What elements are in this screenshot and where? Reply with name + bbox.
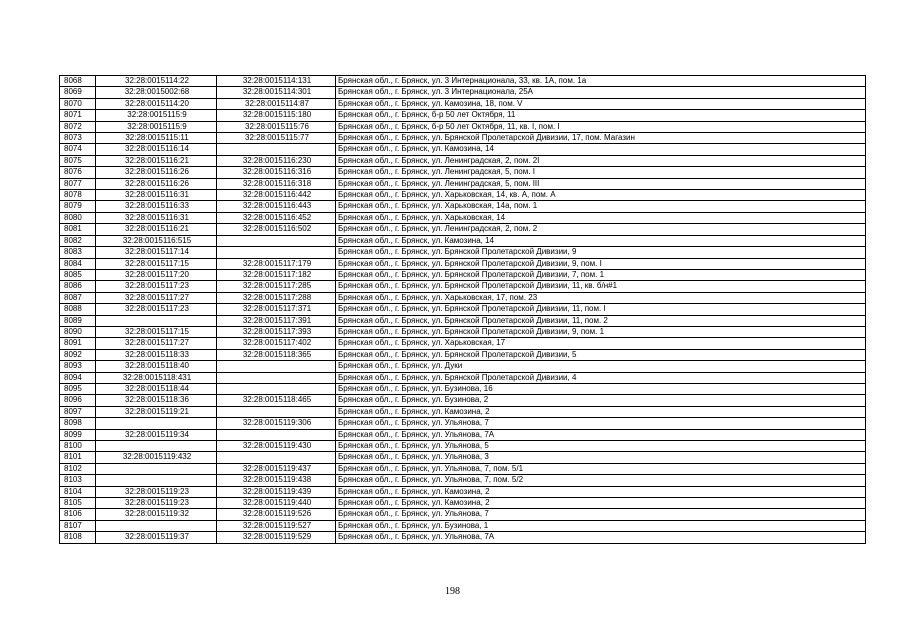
row-number-cell: 8084 [60,258,96,269]
address-cell: Брянская обл., г. Брянск, ул. Ленинградская, 5, пом. I [336,167,866,178]
row-number-cell: 8089 [60,315,96,326]
parcel-number-cell: 32:28:0015117:15 [96,258,217,269]
address-cell: Брянская обл., г. Брянск, ул. Ульянова, 7 [336,509,866,520]
parcel-number-cell [96,418,217,429]
address-cell: Брянская обл., г. Брянск, ул. Камозина, 2 [336,498,866,509]
table-row [60,338,866,349]
table-row [60,520,866,531]
parcel-number-cell: 32:28:0015119:23 [96,486,217,497]
parcel-number-cell: 32:28:0015116:31 [96,190,217,201]
parcel-number-cell: 32:28:0015116:21 [96,224,217,235]
row-number-cell: 8075 [60,155,96,166]
row-number-cell: 8082 [60,235,96,246]
row-number-cell: 8104 [60,486,96,497]
object-number-cell: 32:28:0015119:437 [217,463,336,474]
table-row [60,212,866,223]
object-number-cell [217,361,336,372]
address-cell: Брянская обл., г. Брянск, ул. Камозина, 2 [336,406,866,417]
address-cell: Брянская обл., г. Брянск, ул. Брянской Пролетарской Дивизии, 4 [336,372,866,383]
table-row [60,155,866,166]
table-row [60,372,866,383]
parcel-number-cell: 32:28:0015116:26 [96,178,217,189]
table-row [60,110,866,121]
table-row [60,247,866,258]
parcel-number-cell: 32:28:0015116:515 [96,235,217,246]
object-number-cell: 32:28:0015117:402 [217,338,336,349]
row-number-cell: 8088 [60,304,96,315]
object-number-cell: 32:28:0015114:301 [217,87,336,98]
table-row [60,87,866,98]
row-number-cell: 8069 [60,87,96,98]
table-row [60,383,866,394]
table-row [60,361,866,372]
object-number-cell: 32:28:0015117:182 [217,269,336,280]
address-cell: Брянская обл., г. Брянск, ул. 3 Интернационала, 33, кв. 1А, пом. 1а [336,76,866,87]
object-number-cell: 32:28:0015118:365 [217,349,336,360]
address-table [59,75,866,544]
address-cell: Брянская обл., г. Брянск, ул. Брянской Пролетарской Дивизии, 11, пом. 2 [336,315,866,326]
parcel-number-cell: 32:28:0015116:31 [96,212,217,223]
object-number-cell: 32:28:0015117:371 [217,304,336,315]
row-number-cell: 8068 [60,76,96,87]
table-row [60,144,866,155]
address-cell: Брянская обл., г. Брянск, ул. Брянской Пролетарской Дивизии, 11, пом. I [336,304,866,315]
parcel-number-cell: 32:28:0015117:27 [96,338,217,349]
address-cell: Брянская обл., г. Брянск, ул. Брянской Пролетарской Дивизии, 7, пом. 1 [336,269,866,280]
address-cell: Брянская обл., г. Брянск, ул. Камозина, 18, пом. V [336,98,866,109]
row-number-cell: 8087 [60,292,96,303]
table-row [60,121,866,132]
table-row [60,532,866,543]
address-cell: Брянская обл., г. Брянск, ул. 3 Интернационала, 25А [336,87,866,98]
address-cell: Брянская обл., г. Брянск, ул. Ульянова, 7А [336,532,866,543]
object-number-cell: 32:28:0015117:285 [217,281,336,292]
parcel-number-cell: 32:28:0015117:15 [96,326,217,337]
address-cell: Брянская обл., г. Брянск, ул. Харьковская, 14 [336,212,866,223]
address-cell: Брянская обл., г. Брянск, ул. Ульянова, 7 [336,418,866,429]
address-cell: Брянская обл., г. Брянск, б-р 50 лет Октября, 11, кв. I, пом. I [336,121,866,132]
row-number-cell: 8085 [60,269,96,280]
table-row [60,452,866,463]
row-number-cell: 8103 [60,475,96,486]
row-number-cell: 8099 [60,429,96,440]
parcel-number-cell [96,315,217,326]
parcel-number-cell: 32:28:0015118:36 [96,395,217,406]
parcel-number-cell: 32:28:0015118:33 [96,349,217,360]
table-row [60,463,866,474]
table-row [60,498,866,509]
parcel-number-cell [96,441,217,452]
object-number-cell: 32:28:0015114:131 [217,76,336,87]
row-number-cell: 8105 [60,498,96,509]
address-cell: Брянская обл., г. Брянск, ул. Брянской Пролетарской Дивизии, 9 [336,247,866,258]
row-number-cell: 8102 [60,463,96,474]
table-row [60,304,866,315]
address-cell: Брянская обл., г. Брянск, ул. Бузинова, 16 [336,383,866,394]
parcel-number-cell: 32:28:0015117:23 [96,281,217,292]
object-number-cell [217,372,336,383]
parcel-number-cell: 32:28:0015115:9 [96,110,217,121]
object-number-cell: 32:28:0015117:288 [217,292,336,303]
parcel-number-cell: 32:28:0015118:44 [96,383,217,394]
object-number-cell: 32:28:0015117:393 [217,326,336,337]
address-cell: Брянская обл., г. Брянск, ул. Ульянова, 7, пом. 5/1 [336,463,866,474]
row-number-cell: 8070 [60,98,96,109]
parcel-number-cell: 32:28:0015114:20 [96,98,217,109]
address-cell: Брянская обл., г. Брянск, ул. Ульянова, 5 [336,441,866,452]
address-cell: Брянская обл., г. Брянск, ул. Брянской Пролетарской Дивизии, 9, пом. 1 [336,326,866,337]
object-number-cell: 32:28:0015119:526 [217,509,336,520]
parcel-number-cell: 32:28:0015002:68 [96,87,217,98]
table-row [60,326,866,337]
object-number-cell: 32:28:0015119:440 [217,498,336,509]
object-number-cell [217,235,336,246]
object-number-cell [217,247,336,258]
object-number-cell: 32:28:0015116:442 [217,190,336,201]
row-number-cell: 8091 [60,338,96,349]
object-number-cell: 32:28:0015117:391 [217,315,336,326]
table-row [60,98,866,109]
object-number-cell: 32:28:0015116:443 [217,201,336,212]
row-number-cell: 8073 [60,133,96,144]
address-cell: Брянская обл., г. Брянск, ул. Харьковская, 14а, пом. 1 [336,201,866,212]
address-cell: Брянская обл., г. Брянск, ул. Ульянова, 7, пом. 5/2 [336,475,866,486]
row-number-cell: 8095 [60,383,96,394]
object-number-cell: 32:28:0015115:180 [217,110,336,121]
parcel-number-cell: 32:28:0015116:14 [96,144,217,155]
table-row [60,201,866,212]
object-number-cell: 32:28:0015115:77 [217,133,336,144]
address-cell: Брянская обл., г. Брянск, ул. Харьковская, 17 [336,338,866,349]
parcel-number-cell: 32:28:0015119:34 [96,429,217,440]
address-cell: Брянская обл., г. Брянск, ул. Харьковская, 17, пом. 23 [336,292,866,303]
parcel-number-cell: 32:28:0015116:21 [96,155,217,166]
table-row [60,441,866,452]
object-number-cell: 32:28:0015117:179 [217,258,336,269]
parcel-number-cell [96,475,217,486]
address-cell: Брянская обл., г. Брянск, ул. Брянской Пролетарской Дивизии, 5 [336,349,866,360]
table-row [60,315,866,326]
table-row [60,269,866,280]
row-number-cell: 8083 [60,247,96,258]
address-cell: Брянская обл., г. Брянск, ул. Камозина, 14 [336,144,866,155]
parcel-number-cell [96,520,217,531]
object-number-cell: 32:28:0015116:230 [217,155,336,166]
object-number-cell: 32:28:0015119:430 [217,441,336,452]
table-row [60,509,866,520]
row-number-cell: 8071 [60,110,96,121]
parcel-number-cell: 32:28:0015118:40 [96,361,217,372]
parcel-number-cell: 32:28:0015119:32 [96,509,217,520]
parcel-number-cell: 32:28:0015116:33 [96,201,217,212]
parcel-number-cell: 32:28:0015119:21 [96,406,217,417]
address-table-body [60,76,866,544]
parcel-number-cell [96,463,217,474]
parcel-number-cell: 32:28:0015119:23 [96,498,217,509]
object-number-cell [217,406,336,417]
address-cell: Брянская обл., г. Брянск, ул. Бузинова, 2 [336,395,866,406]
table-row [60,235,866,246]
object-number-cell: 32:28:0015118:465 [217,395,336,406]
row-number-cell: 8090 [60,326,96,337]
parcel-number-cell: 32:28:0015117:14 [96,247,217,258]
table-row [60,224,866,235]
row-number-cell: 8094 [60,372,96,383]
table-row [60,258,866,269]
row-number-cell: 8106 [60,509,96,520]
row-number-cell: 8093 [60,361,96,372]
table-row [60,292,866,303]
address-cell: Брянская обл., г. Брянск, ул. Ленинградская, 5, пом. III [336,178,866,189]
object-number-cell [217,429,336,440]
parcel-number-cell: 32:28:0015117:23 [96,304,217,315]
object-number-cell: 32:28:0015119:439 [217,486,336,497]
table-row [60,190,866,201]
address-cell: Брянская обл., г. Брянск, ул. Дуки [336,361,866,372]
row-number-cell: 8096 [60,395,96,406]
table-row [60,406,866,417]
table-row [60,349,866,360]
object-number-cell: 32:28:0015116:318 [217,178,336,189]
object-number-cell: 32:28:0015116:316 [217,167,336,178]
address-cell: Брянская обл., г. Брянск, ул. Бузинова, 1 [336,520,866,531]
row-number-cell: 8079 [60,201,96,212]
parcel-number-cell: 32:28:0015115:11 [96,133,217,144]
row-number-cell: 8077 [60,178,96,189]
table-row [60,486,866,497]
object-number-cell: 32:28:0015114:87 [217,98,336,109]
object-number-cell [217,452,336,463]
table-row [60,429,866,440]
object-number-cell [217,383,336,394]
row-number-cell: 8098 [60,418,96,429]
object-number-cell: 32:28:0015116:452 [217,212,336,223]
page-number: 198 [445,586,460,597]
row-number-cell: 8081 [60,224,96,235]
address-cell: Брянская обл., г. Брянск, ул. Брянской Пролетарской Дивизии, 17, пом. Магазин [336,133,866,144]
parcel-number-cell: 32:28:0015117:27 [96,292,217,303]
address-cell: Брянская обл., г. Брянск, ул. Харьковская, 14, кв. А, пом. А [336,190,866,201]
address-cell: Брянская обл., г. Брянск, ул. Камозина, 2 [336,486,866,497]
table-row [60,167,866,178]
address-cell: Брянская обл., г. Брянск, ул. Ульянова, 3 [336,452,866,463]
address-cell: Брянская обл., г. Брянск, б-р 50 лет Октября, 11 [336,110,866,121]
row-number-cell: 8074 [60,144,96,155]
row-number-cell: 8092 [60,349,96,360]
table-row [60,133,866,144]
row-number-cell: 8078 [60,190,96,201]
row-number-cell: 8107 [60,520,96,531]
table-row [60,281,866,292]
parcel-number-cell: 32:28:0015116:26 [96,167,217,178]
table-row [60,395,866,406]
row-number-cell: 8097 [60,406,96,417]
address-cell: Брянская обл., г. Брянск, ул. Ленинградская, 2, пом. 2 [336,224,866,235]
row-number-cell: 8101 [60,452,96,463]
address-cell: Брянская обл., г. Брянск, ул. Брянской Пролетарской Дивизии, 9, пом. I [336,258,866,269]
table-row [60,418,866,429]
row-number-cell: 8100 [60,441,96,452]
row-number-cell: 8108 [60,532,96,543]
parcel-number-cell: 32:28:0015115:9 [96,121,217,132]
object-number-cell: 32:28:0015119:529 [217,532,336,543]
object-number-cell: 32:28:0015115:76 [217,121,336,132]
table-row [60,76,866,87]
parcel-number-cell: 32:28:0015114:22 [96,76,217,87]
parcel-number-cell: 32:28:0015119:37 [96,532,217,543]
table-row [60,475,866,486]
object-number-cell: 32:28:0015119:306 [217,418,336,429]
parcel-number-cell: 32:28:0015118:431 [96,372,217,383]
address-cell: Брянская обл., г. Брянск, ул. Брянской Пролетарской Дивизии, 11, кв. б/н#1 [336,281,866,292]
row-number-cell: 8080 [60,212,96,223]
object-number-cell: 32:28:0015119:438 [217,475,336,486]
address-cell: Брянская обл., г. Брянск, ул. Камозина, 14 [336,235,866,246]
parcel-number-cell: 32:28:0015117:20 [96,269,217,280]
parcel-number-cell: 32:28:0015119:432 [96,452,217,463]
object-number-cell: 32:28:0015116:502 [217,224,336,235]
row-number-cell: 8076 [60,167,96,178]
row-number-cell: 8072 [60,121,96,132]
object-number-cell [217,144,336,155]
address-cell: Брянская обл., г. Брянск, ул. Ульянова, 7А [336,429,866,440]
table-row [60,178,866,189]
row-number-cell: 8086 [60,281,96,292]
address-cell: Брянская обл., г. Брянск, ул. Ленинградская, 2, пом. 2I [336,155,866,166]
object-number-cell: 32:28:0015119:527 [217,520,336,531]
